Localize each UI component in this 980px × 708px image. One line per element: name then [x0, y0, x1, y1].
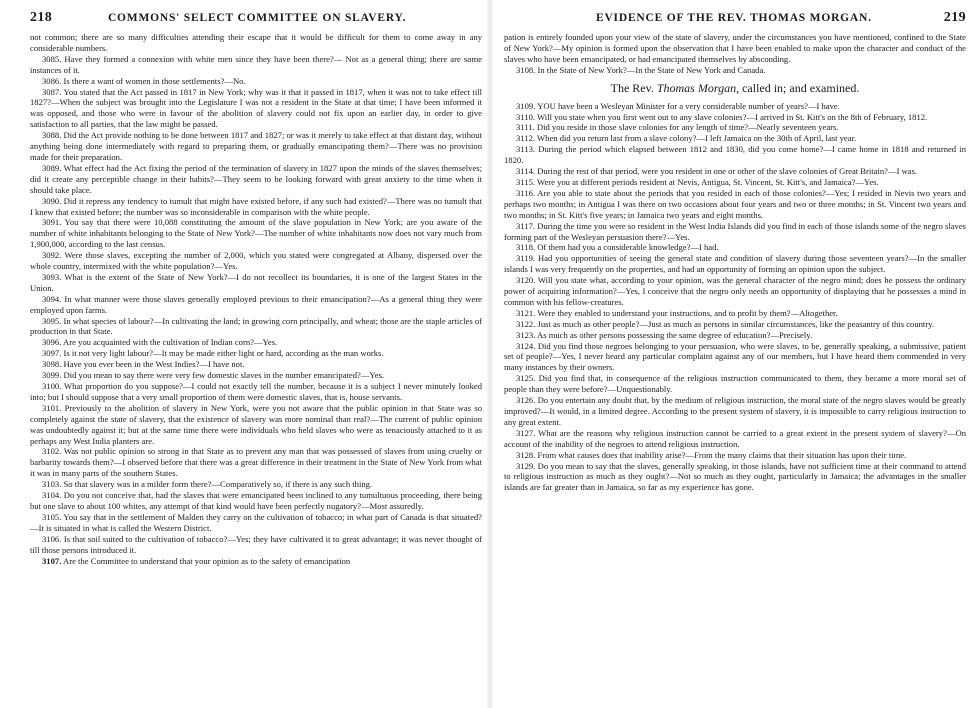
testimony-paragraph [30, 316, 482, 338]
testimony-paragraph [30, 272, 482, 294]
testimony-paragraph [504, 177, 966, 188]
testimony-paragraph [504, 330, 966, 341]
paragraph-text: Were those slaves, excepting the number of 2,000, which you stated were congregated at Albany, dispersed over the whole country, intermixed with the white population?—Yes. [30, 250, 483, 272]
question-number: 3086. [42, 75, 62, 86]
paragraph-text: You say that in the settlement of Malden they carry on the cultivation of tobacco; in what part of Canada is that situated?—It is situated in what is called the Western District. [30, 511, 482, 533]
question-number: 3128. [516, 449, 536, 460]
testimony-paragraph [504, 253, 966, 275]
testimony-paragraph [30, 370, 482, 381]
testimony-paragraph [504, 122, 966, 133]
testimony-paragraph [30, 294, 482, 316]
testimony-paragraph [504, 112, 966, 123]
question-number: 3112. [516, 133, 536, 144]
right-running-title: EVIDENCE OF THE REV. THOMAS MORGAN. [595, 12, 872, 24]
question-number: 3106. [42, 533, 62, 544]
question-number: 3099. [42, 370, 62, 381]
testimony-paragraph [30, 446, 482, 479]
paragraph-text: Had you opportunities of seeing the general state and condition of slavery during those seventeen years?—In the smaller islands I was very frequently on the properties, and had an opportunity of forming an opinion upon the subject. [504, 253, 966, 275]
question-number: 3108. [516, 64, 536, 75]
paragraph-text: Did you mean to say there were very few domestic slaves in the number emancipated?—Yes. [63, 370, 385, 381]
question-number: 3085. [42, 53, 62, 64]
question-number: 3105. [42, 511, 62, 522]
left-page-body [30, 32, 482, 566]
question-number: 3118. [516, 242, 536, 253]
question-number: 3127. [516, 427, 536, 438]
paragraph-text: Was not public opinion so strong in that State as to prevent any man that was possessed of slaves from using cruelty or barbarity towards them?—I observed before that there was a great difference in their treatment in the State of New York from what it was in many parts of the southern States. [30, 446, 482, 479]
question-number: 3129. [516, 460, 536, 471]
testimony-paragraph [30, 250, 482, 272]
question-number: 3109. [516, 100, 536, 111]
paragraph-text: Have they formed a connexion with white men since they have been there?— Not as a general thing; there are some instances of it. [30, 53, 482, 75]
right-page-header [504, 10, 966, 26]
paragraph-text: Is it not very light labour?—It may be made either light or hard, according as the man works. [63, 348, 384, 359]
question-number: 3089. [42, 162, 62, 173]
testimony-paragraph [504, 395, 966, 428]
paragraph-text: Did you find those negroes belonging to your persuasion, who were slaves, to be, generally speaking, a submissive, patient set of people?—Yes, I never heard any particular complaint against any of our members, but I have heard them commended in very many instances by their owners. [504, 340, 966, 373]
testimony-paragraph [30, 381, 482, 403]
question-number: 3122. [516, 318, 536, 329]
question-number: 3111. [516, 122, 535, 133]
question-number: 3088. [42, 130, 62, 141]
testimony-paragraph [30, 512, 482, 534]
testimony-paragraph [504, 188, 966, 221]
paragraph-text: Do you not conceive that, had the slaves that were emancipated been inclined to any tumultuous proceeding, there being but one slave to about 100 whites, any attempt of that kind would have been perfectly nugatory?—Most assuredly. [30, 490, 483, 511]
question-number: 3098. [42, 359, 62, 370]
testimony-paragraph [30, 337, 482, 348]
left-page-header [30, 10, 482, 26]
paragraph-text: Of them had you a considerable knowledge?—I had. [537, 242, 719, 253]
testimony-paragraph [504, 32, 966, 65]
paragraph-text: During the period which elapsed between 1812 and 1830, did you come home?—I came home in 1818 and returned in 1820. [504, 144, 966, 166]
paragraph-text: As much as other persons possessing the same degree of education?—Precisely. [537, 329, 813, 340]
paragraph-text: not common; there are so many difficulties attending their escape that it would be difficult for them to come away in any considerable numbers. [30, 32, 482, 53]
question-number: 3097. [42, 348, 62, 359]
witness-heading [504, 81, 966, 96]
question-number: 3092. [42, 250, 62, 261]
paragraph-text: Are you able to state about the periods that you resided in each of those colonies?—Yes; I resided in Nevis two years and perhaps two months; in Antigua I was there on two occasions about four years and two or three months; in St. Vincent two years and two months; in St. Kitt's five years; in Jamaica two years and eight months. [504, 187, 966, 220]
paragraph-text: What effect had the Act fixing the period of the termination of slavery in 1827 upon the minds of the slaves themselves; did it create any perceptible change in their habits?—They seem to be looking forward with great anxiety to the time when it should take place. [30, 162, 482, 195]
testimony-paragraph [30, 54, 482, 76]
paragraph-text: Did you reside in those slave colonies for any length of time?—Nearly seventeen years. [536, 122, 839, 133]
testimony-paragraph [504, 308, 966, 319]
testimony-paragraph [30, 479, 482, 490]
question-number: 3115. [516, 176, 536, 187]
testimony-paragraph [30, 359, 482, 370]
question-number: 3119. [516, 253, 536, 264]
paragraph-text: Have you ever been in the West Indies?—I have not. [63, 359, 245, 370]
testimony-paragraph [30, 76, 482, 87]
paragraph-text: Did it repress any tendency to tumult that might have existed before, if any such had existed?—There was no tumult that I knew that existed before; the number was so inconsiderable in comparison with the white people. [30, 195, 483, 217]
question-number: 3087. [42, 86, 62, 97]
right-page-number: 219 [943, 10, 966, 25]
paragraph-text: So that slavery was in a milder form there?—Comparatively so, if there is any such thing. [63, 479, 373, 490]
testimony-paragraph [504, 428, 966, 450]
question-number: 3107. [42, 555, 62, 566]
question-number: 3114. [516, 166, 536, 177]
paragraph-text: Is that soil suited to the cultivation of tobacco?—Yes; they have cultivated it to great advantage; it was never thought of till those persons introduced it. [30, 533, 482, 555]
question-number: 3096. [42, 337, 62, 348]
question-number: 3095. [42, 315, 62, 326]
paragraph-text: Will you state what, according to your opinion, was the general character of the negro mind; does he possess the ordinary power of acquiring information?—Yes, I conceive that the negro only needs an opportunity of displaying that he possesses a mind in common with his fellow-creatures. [504, 275, 966, 307]
testimony-paragraph [504, 275, 966, 308]
question-number: 3101. [42, 402, 62, 413]
testimony-paragraph [504, 65, 966, 76]
question-number: 3124. [516, 340, 536, 351]
testimony-paragraph [504, 450, 966, 461]
question-number: 3094. [42, 293, 62, 304]
paragraph-text: In what manner were those slaves generally employed previous to their emancipation?—As a general thing they were employed upon farms. [30, 293, 482, 315]
left-running-title: COMMONS' SELECT COMMITTEE ON SLAVERY. [107, 12, 407, 24]
question-number: 3125. [516, 373, 536, 384]
paragraph-text: What are the reasons why religious instruction cannot be carried to a great extent in the present system of slavery?—On account of the inability of the negroes to attend religious instruction. [504, 427, 966, 449]
left-page-number: 218 [30, 10, 53, 25]
paragraph-text: In what species of labour?—In cultivating the land; in growing corn principally, and wheat; those are the staple articles of production in that State. [30, 315, 482, 337]
testimony-paragraph [504, 242, 966, 253]
testimony-paragraph [30, 196, 482, 218]
question-number: 3091. [42, 217, 62, 228]
question-number: 3123. [516, 329, 536, 340]
testimony-paragraph [30, 32, 482, 54]
question-number: 3093. [42, 271, 62, 282]
testimony-paragraph [30, 534, 482, 556]
question-number: 3113. [516, 144, 536, 155]
testimony-paragraph [30, 217, 482, 250]
paragraph-text: Were you at different periods resident at Nevis, Antigua, St. Vincent, St. Kitt's, and Jamaica?—Yes. [537, 176, 879, 187]
testimony-paragraph [504, 101, 966, 112]
testimony-paragraph [30, 490, 482, 512]
question-number: 3090. [42, 195, 62, 206]
question-number: 3117. [516, 220, 536, 231]
testimony-paragraph [504, 133, 966, 144]
testimony-paragraph [30, 130, 482, 163]
paragraph-text: You say that there were 10,088 constituting the amount of the slave population in New York; are you aware of the number of white inhabitants belonging to the State of New York?—The number of white inhabitants now does not vary much from 1,900,000, according to the last census. [30, 217, 482, 250]
question-number: 3126. [516, 395, 536, 406]
testimony-paragraph [504, 144, 966, 166]
paragraph-text: Did the Act provide nothing to be done between 1817 and 1827; or was it merely to take effect at that distant day, without anything being done intermediately with regard to preparing them, or gradually emancipating them?—There was no provision made for their preparation. [30, 130, 482, 162]
testimony-paragraph [504, 221, 966, 243]
paragraph-text: What proportion do you suppose?—I could not exactly tell the number, because it is a subject I never minutely looked into; but I should suppose that a very small proportion of them were domestic slaves, that is, house servants. [30, 381, 482, 402]
testimony-paragraph [504, 461, 966, 494]
question-number: 3100. [42, 381, 62, 391]
testimony-paragraph [30, 163, 482, 196]
question-number: 3120. [516, 275, 536, 286]
paragraph-text: Are you acquainted with the cultivation of Indian corn?—Yes. [63, 337, 278, 348]
paragraph-text: From what causes does that inability arise?—From the many claims that their situation has upon their time. [537, 449, 907, 460]
right-page [490, 0, 980, 708]
testimony-paragraph [504, 166, 966, 177]
paragraph-text: Just as much as other people?—Just as much as persons in similar circumstances, like the peasantry of this country. [537, 318, 935, 329]
paragraph-text: During the rest of that period, were you resident in one or other of the slave colonies of Great Britain?—I was. [537, 166, 918, 177]
witness-prefix: The Rev. [610, 80, 654, 95]
paragraph-text: When did you return last from a slave colony?—I left Jamaica on the 30th of April, last year. [537, 133, 857, 144]
paragraph-text: In the State of New York?—In the State of New York and Canada. [537, 64, 766, 75]
right-page-body-top [504, 32, 966, 76]
paragraph-text: Are the Committee to understand that your opinion as to the safety of emancipation [63, 555, 351, 566]
question-number: 3102. [42, 446, 62, 457]
paragraph-text: YOU have been a Wesleyan Minister for a very considerable number of years?—I have. [537, 100, 840, 111]
paragraph-text: Is there a want of women in those settlements?—No. [63, 75, 246, 86]
paragraph-text: During the time you were so resident in the West India Islands did you find in each of those islands some of the negro slaves forming part of the Wesleyan persuasion there?—Yes. [504, 220, 966, 242]
testimony-paragraph [504, 319, 966, 330]
paragraph-text: You stated that the Act passed in 1817 in New York; why was it that it passed in 1817, when it was not to take effect till 1827?—When the subject was brought into the Legislature I was not a resident in the State at that time; I have been informed it was opposed, and those who were in favour of the abolition of slavery could not fix upon an earlier day, in order to give satisfaction to all parties, that the law might be passed. [30, 86, 482, 130]
testimony-paragraph [30, 403, 482, 447]
testimony-paragraph [30, 348, 482, 359]
paragraph-text: Will you state when you first went out to any slave colonies?—I arrived in St. Kitt's on the 8th of February, 1812. [537, 111, 928, 122]
question-number: 3103. [42, 479, 62, 490]
witness-name: Thomas Morgan, [656, 80, 740, 95]
question-number: 3110. [516, 111, 536, 122]
paragraph-text: pation is entirely founded upon your view of the state of slavery, under the circumstances you have mentioned, confined to the State of New York?—My opinion is formed upon the observation that I have been enabled to make upon the character and conduct of the slaves who have been emancipated, or had emancipated themselves by absconding. [504, 32, 966, 64]
paragraph-text: Do you entertain any doubt that, by the medium of religious instruction, the moral state of the negro slaves would be greatly improved?—It would, in a limited degree. According to the present system of slavery, it is impossible to carry religious instruction to any great extent. [504, 395, 966, 427]
question-number: 3121. [516, 307, 536, 318]
testimony-paragraph [504, 373, 966, 395]
testimony-paragraph [30, 556, 482, 567]
witness-suffix: called in; and examined. [742, 80, 860, 95]
testimony-paragraph [504, 341, 966, 374]
paragraph-text: Were they enabled to understand your instructions, and to profit by them?—Altogether. [537, 307, 838, 318]
paragraph-text: Do you mean to say that the slaves, generally speaking, in those islands, have not sufficient time at their command to attend to religious instruction as much as they ought?—Not so much as they ought, particularly in Jamaica; the advantages in the smaller islands are far greater than in Jamaica, so far as my experience has gone. [504, 460, 966, 493]
question-number: 3104. [42, 490, 62, 501]
paragraph-text: What is the extent of the State of New York?—I do not recollect its boundaries, it is one of the largest States in the Union. [30, 271, 482, 293]
right-page-body [504, 101, 966, 494]
paragraph-text: Did you find that, in consequence of the religious instruction communicated to them, they became a more moral set of people than they were before?—Unquestionably. [504, 373, 966, 395]
paragraph-text: Previously to the abolition of slavery in New York, were you not aware that the public opinion in that State was so completely against the state of slavery, that the existence of slavery was more nominal than real?—The current of public opinion was undoubtedly against it; but at the same time there were individuals who held slaves who were as tenaciously attached to it as perhaps any West India planters are. [30, 402, 482, 446]
question-number: 3116. [516, 187, 536, 198]
testimony-paragraph [30, 87, 482, 131]
